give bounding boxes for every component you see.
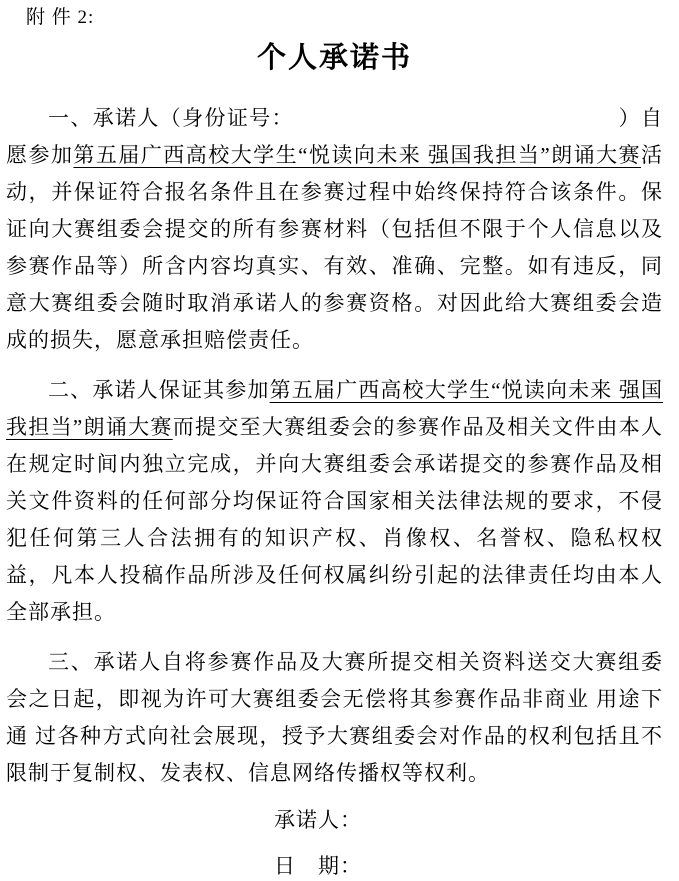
- clause-1-body: 活动，并保证符合报名条件且在参赛过程中始终保持符合该条件。保证向大赛组委会提交的所有参赛材料（包括但不限于个人信息以及参赛作品等）所含内容均真实、有效、准确、完整。如有违反，同意大赛组委会随时取消承诺人的参赛资格。对因此给大赛组委会造成的损失，愿意承担赔偿责任。: [6, 143, 664, 352]
- clause-2-lead: 二、承诺人保证其参加: [48, 378, 270, 402]
- clause-1-text: ）自愿参加: [6, 106, 664, 167]
- document-body: [6, 100, 663, 792]
- contest-name-underlined: 第五届广西高校大学生“悦读向未来 强国我担当”朗诵大赛: [73, 143, 642, 167]
- contest-name-underlined: 第五届广西高校大学生“悦读向未来 强国我担当”朗诵大赛: [6, 378, 664, 439]
- signature-block: [274, 805, 663, 881]
- promisor-label: 承诺人：: [274, 808, 362, 832]
- document-title: 个人承诺书: [256, 42, 412, 74]
- clause-3-body: 三、承诺人自将参赛作品及大赛所提交相关资料送交大赛组委会之日起，即视为许可大赛组委会无偿将其参赛作品非商业 用途下通 过各种方式向社会展现，授予大赛组委会对作品的权利包括且不限制于复制权、发表权、信息网络传播权等权利。: [6, 650, 663, 785]
- clause-2: [6, 372, 663, 631]
- id-number-blank[interactable]: [283, 106, 618, 130]
- attachment-label: 附 件 2:: [26, 7, 95, 28]
- clause-1: [6, 100, 663, 359]
- clause-3: [6, 644, 663, 792]
- date-label: 日 期：: [274, 854, 362, 878]
- clause-1-lead: 一、承诺人（身份证号：: [48, 106, 284, 130]
- clause-2-body: 而提交至大赛组委会的参赛作品及相关文件由本人在规定时间内独立完成，并向大赛组委会承诺提交的参赛作品及相关文件资料的任何部分均保证符合国家相关法律法规的要求，不侵犯任何第三人合法拥有的知识产权、肖像权、名誉权、隐私权权益，凡本人投稿作品所涉及任何权属纠纷引起的法律责任均由本人全部承担。: [6, 415, 663, 624]
